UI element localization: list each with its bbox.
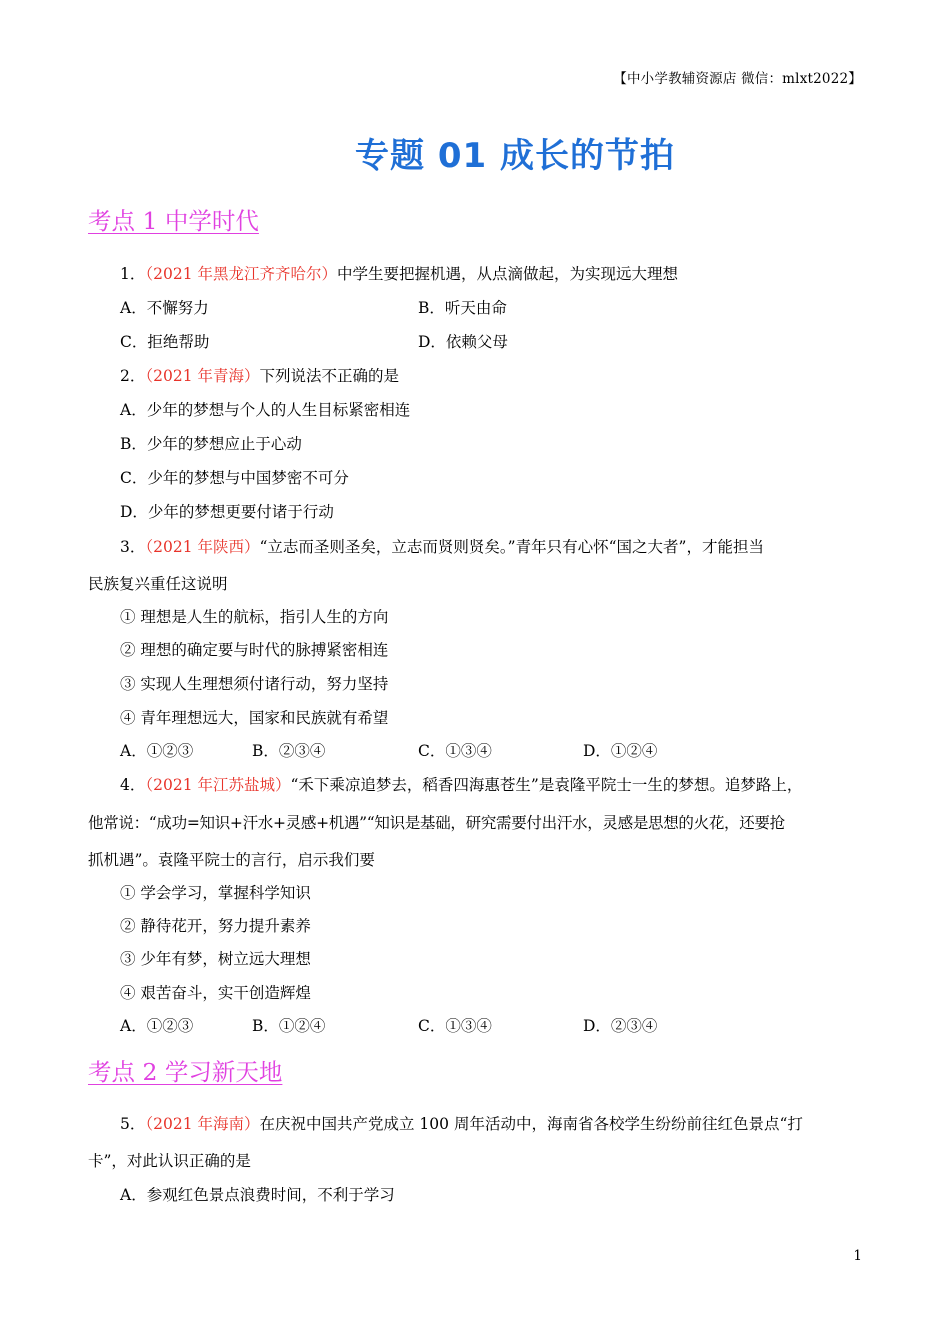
question-number: 2． [120,367,146,385]
statement-4: ④ 青年理想远大，国家和民族就有希望 [120,709,389,727]
statement-2: ② 静待花开，努力提升素养 [120,917,311,935]
question-number: 4． [120,776,146,794]
statement-1: ① 理想是人生的航标，指引人生的方向 [120,608,389,626]
option-a: A．①②③ [120,742,194,760]
statement-2: ② 理想的确定要与时代的脉搏紧密相连 [120,641,389,659]
question-number: 3． [120,538,146,556]
option-c: C．少年的梦想与中国梦密不可分 [120,469,349,487]
question-1 [120,262,678,284]
option-d: D．②③④ [583,1017,658,1035]
section-heading-1: 考点 1 中学时代 [88,207,259,235]
question-source: （2021 年陕西） [145,538,260,556]
question-stem-continued: 民族复兴重任这说明 [88,575,228,593]
option-b: B．①②④ [252,1017,326,1035]
question-stem: 下列说法不正确的是 [259,367,400,385]
option-d: D．①②④ [583,742,658,760]
option-a: A．少年的梦想与个人的人生目标紧密相连 [120,401,411,419]
option-d: D．依赖父母 [418,333,508,351]
question-stem: 中学生要把握机遇，从点滴做起，为实现远大理想 [337,265,679,283]
question-2 [120,364,399,386]
option-b: B．②③④ [252,742,326,760]
option-c: C．拒绝帮助 [120,333,210,351]
question-source: （2021 年黑龙江齐齐哈尔） [145,265,337,283]
statement-4: ④ 艰苦奋斗，实干创造辉煌 [120,984,311,1002]
section-heading-2: 考点 2 学习新天地 [88,1058,283,1086]
question-stem: 在庆祝中国共产党成立 100 周年活动中，海南省各校学生纷纷前往红色景点“打 [259,1115,803,1133]
option-c: C．①③④ [418,1017,492,1035]
option-c: C．①③④ [418,742,492,760]
question-source: （2021 年青海） [145,367,260,385]
option-a: A．①②③ [120,1017,194,1035]
question-number: 5． [120,1115,146,1133]
question-stem: “禾下乘凉追梦去，稻香四海惠苍生”是袁隆平院士一生的梦想。追梦路上， [290,776,803,794]
question-number: 1． [120,265,146,283]
page-number: 1 [853,1248,862,1264]
question-stem: “立志而圣则圣矣，立志而贤则贤矣。”青年只有心怀“国之大者”，才能担当 [259,538,764,556]
statement-3: ③ 少年有梦，树立远大理想 [120,950,311,968]
question-4 [120,773,802,795]
statement-1: ① 学会学习，掌握科学知识 [120,884,311,902]
question-stem-continued: 抓机遇”。袁隆平院士的言行，启示我们要 [88,851,375,869]
option-a: A．不懈努力 [120,299,209,317]
option-b: B．听天由命 [418,299,507,317]
header-note: 【中小学教辅资源店 微信：mlxt2022】 [613,71,862,87]
option-d: D．少年的梦想更要付诸于行动 [120,503,334,521]
option-a: A．参观红色景点浪费时间，不利于学习 [120,1186,395,1204]
question-stem-continued: 卡”，对此认识正确的是 [88,1152,251,1170]
statement-3: ③ 实现人生理想须付诸行动，努力坚持 [120,675,389,693]
page-title: 专题 01 成长的节拍 [355,136,675,176]
question-source: （2021 年江苏盐城） [145,776,291,794]
question-stem-continued: 他常说：“成功=知识+汗水+灵感+机遇”“知识是基础，研究需要付出汗水，灵感是思想的火花，还要抢 [88,814,785,832]
question-source: （2021 年海南） [145,1115,260,1133]
question-5 [120,1112,803,1134]
question-3 [120,535,764,557]
option-b: B．少年的梦想应止于心动 [120,435,302,453]
